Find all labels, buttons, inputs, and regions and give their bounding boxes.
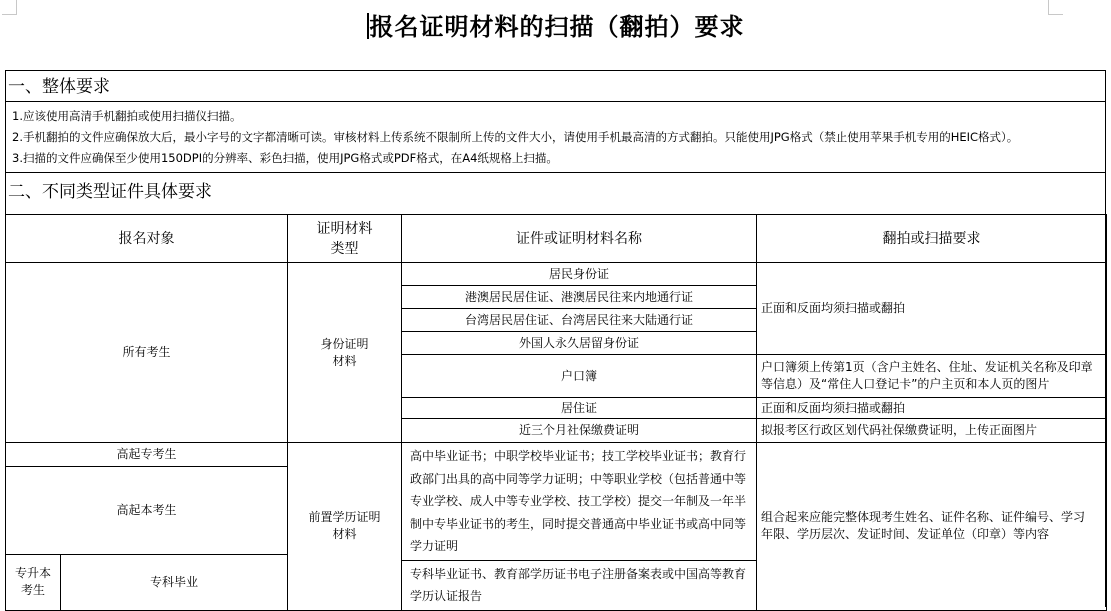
section-heading-overall: 一、整体要求 [8,77,110,97]
doc-name: 居民身份证 [402,263,757,286]
header-target: 报名对象 [6,215,288,263]
doc-name: 外国人永久居留身份证 [402,332,757,355]
hs-doc-list: 高中毕业证书；中职学校毕业证书；技工学校毕业证书；教育行 政部门出具的高中同等学力证明；中等职业学校（包括普通中等 专业学校、成人中等专业学校、技工学校）提交一年制及一年半 制中专毕业证书的考生，同时提交普通高中毕业证书或高中同等 学力证明 [402,443,757,561]
requirements-table [5,214,1107,611]
header-requirement: 翻拍或扫描要求 [757,215,1107,263]
section-divider [5,172,1105,173]
table-row [6,443,1107,467]
section-heading-types: 二、不同类型证件具体要求 [8,182,212,202]
requirement-line: 2.手机翻拍的文件应确保放大后，最小字号的文字都清晰可读。审核材料上传系统不限制所上传的文件大小，请使用手机最高清的方式翻拍。只能使用JPG格式（禁止使用苹果手机专用的HEIC格式）。 [12,130,1019,144]
type-identity: 身份证明 材料 [288,263,402,443]
header-type: 证明材料 类型 [288,215,402,263]
target-gaoqi-zhuan: 高起专考生 [6,443,288,467]
table-header-row [6,215,1107,263]
hukou-requirement: 户口簿须上传第1页（含户主姓名、住址、发证机关名称及印章 等信息）及“常住人口登记卡”的户主页和本人页的图片 [757,355,1107,398]
identity-requirement: 正面和反面均须扫描或翻拍 [757,263,1107,355]
section-divider [5,101,1105,102]
table-row [6,263,1107,286]
requirement-line: 3.扫描的文件应确保至少使用150DPI的分辨率、彩色扫描，使用JPG格式或PDF格式，在A4纸规格上扫描。 [12,151,558,165]
header-name: 证件或证明材料名称 [402,215,757,263]
education-requirement: 组合起来应能完整体现考生姓名、证件名称、证件编号、学习 年限、学历层次、发证时间、发证单位（印章）等内容 [757,443,1107,611]
college-doc-list: 专科毕业证书、教育部学历证书电子注册备案表或中国高等教育 学历认证报告 [402,560,757,610]
type-education: 前置学历证明 材料 [288,443,402,611]
text-cursor [367,13,369,39]
target-gaoqi-ben: 高起本考生 [6,467,288,555]
social-security-requirement: 拟报考区行政区划代码社保缴费证明，上传正面图片 [757,419,1107,443]
title-text: 报名证明材料的扫描（翻拍）要求 [369,12,745,41]
residence-requirement: 正面和反面均须扫描或翻拍 [757,398,1107,419]
doc-name: 户口簿 [402,355,757,398]
doc-name: 台湾居民居住证、台湾居民往来大陆通行证 [402,309,757,332]
target-zhuanke-graduate: 专科毕业 [61,555,288,611]
doc-name: 居住证 [402,398,757,419]
target-all-candidates: 所有考生 [6,263,288,443]
requirement-line: 1.应该使用高清手机翻拍或使用扫描仪扫描。 [12,109,242,123]
document-title[interactable] [0,10,1111,44]
target-zhuanshengben: 专升本 考生 [6,555,61,611]
doc-name: 港澳居民居住证、港澳居民往来内地通行证 [402,286,757,309]
doc-name: 近三个月社保缴费证明 [402,419,757,443]
